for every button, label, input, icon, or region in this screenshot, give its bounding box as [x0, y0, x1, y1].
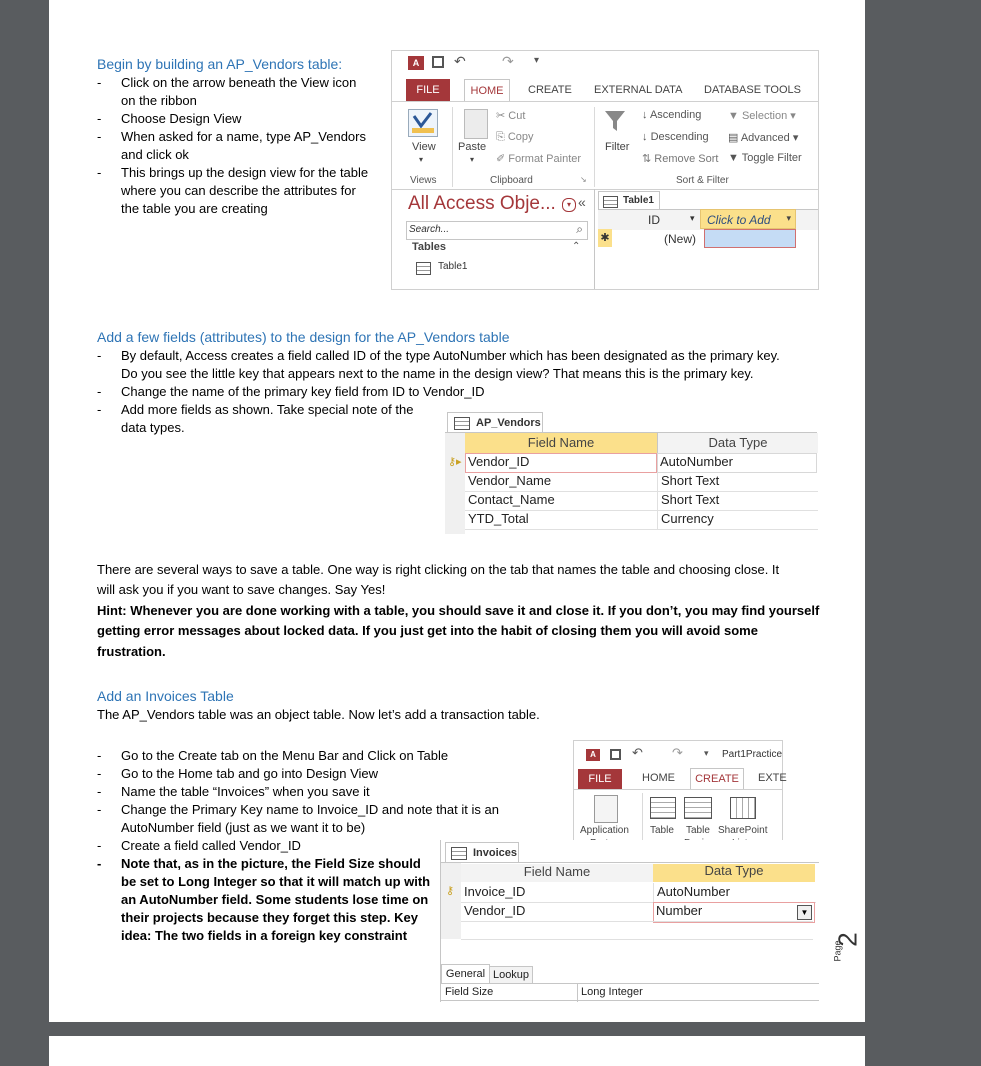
list-item: where you can describe the attributes for — [121, 183, 356, 198]
primary-key-icon: ⚷ — [446, 885, 455, 897]
hint-line3: frustration. — [97, 644, 166, 659]
selected-cell[interactable] — [704, 229, 796, 248]
data-type-cell[interactable] — [653, 883, 816, 903]
paste-dropdown-icon[interactable]: ▾ — [470, 155, 475, 164]
table-row[interactable] — [461, 883, 653, 903]
data-type-header[interactable]: Data Type — [653, 864, 815, 882]
data-type-value: AutoNumber — [660, 454, 733, 469]
redo-icon[interactable]: ↷ — [502, 53, 514, 69]
doc-tab-label: Table1 — [623, 195, 654, 206]
field-name-cell: Contact_Name — [468, 492, 555, 507]
section2-heading: Add a few fields (attributes) to the design for the AP_Vendors table — [97, 329, 510, 345]
table-icon — [416, 262, 431, 275]
data-type-cell[interactable] — [657, 491, 818, 511]
clipboard-launcher-icon[interactable]: ↘ — [580, 175, 587, 184]
document-page — [49, 0, 865, 1022]
application-parts-icon[interactable] — [594, 795, 618, 823]
list-item: - Name the table “Invoices” when you save it — [97, 784, 370, 799]
table-row[interactable] — [465, 453, 657, 473]
table-design-label[interactable]: Table — [686, 825, 710, 836]
new-record-marker: ✱ — [598, 229, 612, 247]
column-header-id[interactable]: ID — [648, 213, 660, 227]
sharepoint-label[interactable]: SharePoint — [718, 825, 768, 836]
data-type-cell[interactable] — [657, 453, 817, 473]
cut-button[interactable]: ✂ Cut — [496, 110, 526, 122]
data-type-header[interactable]: Data Type — [657, 433, 818, 453]
undo-icon[interactable]: ↶ — [632, 745, 643, 760]
access-logo-icon: A — [408, 56, 424, 70]
list-item: be set to Long Integer so that it will match up with — [121, 874, 431, 889]
tab-database-tools[interactable]: DATABASE TOOLS — [704, 84, 801, 96]
view-button[interactable]: View — [412, 141, 436, 153]
tab-file[interactable]: FILE — [406, 79, 450, 101]
format-painter-icon: ✐ — [496, 153, 509, 165]
ap-vendors-design-view — [445, 410, 817, 534]
add-column-dropdown-icon[interactable]: ▾ — [786, 213, 791, 223]
sort-descending-icon: ↓ — [642, 131, 651, 143]
field-name-header[interactable]: Field Name — [465, 433, 657, 453]
list-item: - Go to the Home tab and go into Design View — [97, 766, 379, 781]
list-item: - Add more fields as shown. Take special note of the — [97, 402, 414, 417]
tab-home[interactable]: HOME — [642, 772, 675, 784]
tab-create[interactable]: CREATE — [528, 84, 572, 96]
hint-line1: Hint: Whenever you are done working with a table, you should save it and close it. If you don’t, you may find yourself — [97, 603, 820, 618]
list-item: - By default, Access creates a field called ID of the type AutoNumber which has been designated as the primary key. — [97, 348, 780, 363]
field-name-cell: Invoice_ID — [464, 884, 526, 899]
doc-tab-label: AP_Vendors — [476, 417, 541, 429]
customize-qat-icon[interactable]: ▾ — [704, 748, 709, 758]
list-item: Do you see the little key that appears next to the name in the design view? That means this is the primary key. — [121, 366, 754, 381]
views-group-label: Views — [410, 175, 437, 186]
field-size-value[interactable]: Long Integer — [581, 986, 643, 998]
data-type-select[interactable] — [653, 902, 815, 923]
list-item: their projects because they forget this step. Key — [121, 910, 418, 925]
section4-heading: Add an Invoices Table — [97, 688, 234, 704]
save-icon[interactable] — [610, 749, 621, 760]
ascending-button[interactable]: ↓ Ascending — [642, 109, 702, 121]
field-name-cell: YTD_Total — [468, 511, 529, 526]
nav-group-collapse-icon[interactable]: ⌃ — [572, 241, 581, 252]
tab-lookup[interactable]: Lookup — [489, 966, 533, 983]
access-logo-icon: A — [586, 749, 600, 761]
copy-icon: ⎘ — [496, 131, 508, 143]
selection-button[interactable]: ▼ Selection ▾ — [728, 110, 796, 122]
field-name-cell: Vendor_ID — [464, 903, 526, 918]
table-row[interactable] — [465, 491, 657, 511]
remove-sort-icon: ⇅ — [642, 153, 655, 165]
nav-group-tables[interactable]: Tables — [412, 241, 447, 253]
field-name-cell: Vendor_Name — [468, 473, 552, 488]
section4-intro: The AP_Vendors table was an object table. Now let’s add a transaction table. — [97, 707, 540, 722]
tab-home[interactable]: HOME — [464, 79, 510, 102]
table-icon — [454, 417, 470, 430]
descending-button[interactable]: ↓ Descending — [642, 131, 709, 143]
list-item: - When asked for a name, type AP_Vendors — [97, 129, 366, 144]
quick-access-toolbar — [392, 51, 818, 73]
table-icon — [451, 847, 467, 860]
ribbon-tabs — [392, 79, 818, 101]
data-type-value: Number — [656, 903, 703, 918]
list-item: - Click on the arrow beneath the View icon — [97, 75, 357, 90]
design-view-icon[interactable] — [408, 109, 438, 137]
page-number-value: 2 — [832, 932, 863, 947]
format-painter-button[interactable]: ✐ Format Painter — [496, 153, 582, 165]
advanced-button[interactable]: ▤ Advanced ▾ — [728, 132, 799, 144]
list-item: idea: The two fields in a foreign key constraint — [121, 928, 408, 943]
view-dropdown-arrow-icon[interactable]: ▾ — [419, 155, 424, 164]
new-record-id-cell[interactable]: (New) — [664, 232, 696, 246]
advanced-filter-icon: ▤ — [728, 132, 741, 144]
page-number — [832, 926, 865, 966]
nav-item-table1[interactable]: Table1 — [438, 261, 468, 272]
paste-icon[interactable] — [464, 109, 488, 139]
list-item: the table you are creating — [121, 201, 268, 216]
application-parts-label[interactable]: Application — [580, 825, 629, 836]
selection-filter-icon: ▼ — [728, 110, 742, 122]
copy-button[interactable]: ⎘ Copy — [496, 131, 534, 143]
undo-icon[interactable]: ↶ — [454, 53, 466, 69]
list-item: an AutoNumber field. Some students lose time on — [121, 892, 429, 907]
list-item: - Change the Primary Key name to Invoice_ID and note that it is an — [97, 802, 499, 817]
list-item: - Note that, as in the picture, the Field Size should — [97, 856, 421, 871]
save-paragraph-line2: will ask you if you want to save changes. Say Yes! — [97, 582, 386, 597]
list-item: AutoNumber field (just as we want it to be) — [121, 820, 366, 835]
nav-menu-dropdown-icon[interactable]: ▾ — [562, 198, 576, 212]
data-type-cell[interactable] — [657, 510, 818, 530]
next-page-edge — [49, 1036, 865, 1066]
table-row[interactable] — [465, 472, 657, 492]
table-button[interactable]: Table — [650, 825, 674, 836]
save-paragraph-line1: There are several ways to save a table. One way is right clicking on the tab that names the table and choosing close. It — [97, 562, 780, 577]
doc-tab-table1[interactable] — [598, 191, 660, 210]
click-to-add-label: Click to Add — [707, 213, 771, 227]
field-name-cell: Vendor_ID — [468, 454, 530, 469]
dropdown-arrow-icon[interactable]: ▼ — [797, 905, 812, 920]
redo-icon[interactable]: ↷ — [672, 745, 683, 760]
table-row[interactable] — [461, 902, 653, 921]
data-type-value: AutoNumber — [657, 884, 730, 899]
column-sort-dropdown-icon[interactable]: ▾ — [690, 213, 695, 223]
doc-tab-label: Invoices — [473, 847, 518, 859]
table-icon[interactable] — [650, 797, 676, 819]
doc-tab-invoices[interactable] — [445, 842, 519, 863]
tab-general[interactable]: General — [441, 964, 490, 983]
list-item: - Change the name of the primary key field from ID to Vendor_ID — [97, 384, 485, 399]
nav-search-placeholder: Search... — [409, 224, 450, 235]
window-title: Part1Practice — [722, 749, 783, 760]
page-label: Page — [832, 940, 843, 962]
save-icon[interactable] — [432, 56, 444, 68]
tab-file[interactable]: FILE — [578, 769, 622, 789]
search-icon[interactable]: ⌕ — [576, 222, 583, 236]
table-icon — [603, 196, 618, 208]
hint-line2: getting error messages about locked data. If you just get into the habit of closing them you will avoid some — [97, 623, 758, 638]
list-item: on the ribbon — [121, 93, 197, 108]
nav-pane-title[interactable]: All Access Obje... — [408, 193, 556, 214]
filter-button[interactable]: Filter — [605, 141, 630, 153]
tab-external[interactable]: EXTE — [758, 772, 787, 784]
filter-icon[interactable] — [604, 109, 626, 136]
data-type-cell[interactable] — [657, 472, 818, 492]
field-name-header[interactable]: Field Name — [461, 864, 653, 882]
doc-tab-ap-vendors[interactable] — [447, 412, 543, 433]
list-item: - Create a field called Vendor_ID — [97, 838, 301, 853]
list-item: - Choose Design View — [97, 111, 242, 126]
access-ribbon-screenshot — [391, 50, 819, 290]
sharepoint-lists-icon[interactable] — [730, 797, 756, 819]
list-item: - Go to the Create tab on the Menu Bar and Click on Table — [97, 748, 449, 763]
tab-create[interactable]: CREATE — [690, 768, 744, 789]
table-row[interactable] — [465, 510, 657, 530]
sort-ascending-icon: ↓ — [642, 109, 650, 121]
nav-search-input[interactable] — [406, 221, 588, 240]
clipboard-group-label: Clipboard — [490, 175, 533, 186]
paste-button[interactable]: Paste — [458, 141, 487, 153]
click-to-add-header[interactable] — [700, 209, 796, 229]
section1-heading: Begin by building an AP_Vendors table: — [97, 56, 343, 72]
data-type-value: Currency — [661, 511, 714, 526]
data-type-value: Short Text — [661, 473, 720, 488]
table-design-icon[interactable] — [684, 797, 712, 819]
list-item: and click ok — [121, 147, 189, 162]
customize-qat-icon[interactable]: ▾ — [534, 55, 540, 66]
cut-icon: ✂ — [496, 110, 509, 122]
toggle-filter-icon: ▼ — [728, 152, 742, 164]
list-item: data types. — [121, 420, 185, 435]
sort-filter-group-label: Sort & Filter — [676, 175, 729, 186]
list-item: - This brings up the design view for the table — [97, 165, 369, 180]
field-size-label: Field Size — [445, 986, 494, 998]
tab-external-data[interactable]: EXTERNAL DATA — [594, 84, 683, 96]
data-type-value: Short Text — [661, 492, 720, 507]
toggle-filter-button[interactable]: ▼ Toggle Filter — [728, 152, 802, 164]
remove-sort-button[interactable]: ⇅ Remove Sort — [642, 153, 719, 165]
invoices-design-view — [440, 840, 819, 1002]
primary-key-icon: ⚷▸ — [448, 456, 462, 468]
nav-collapse-icon[interactable]: « — [578, 194, 586, 210]
